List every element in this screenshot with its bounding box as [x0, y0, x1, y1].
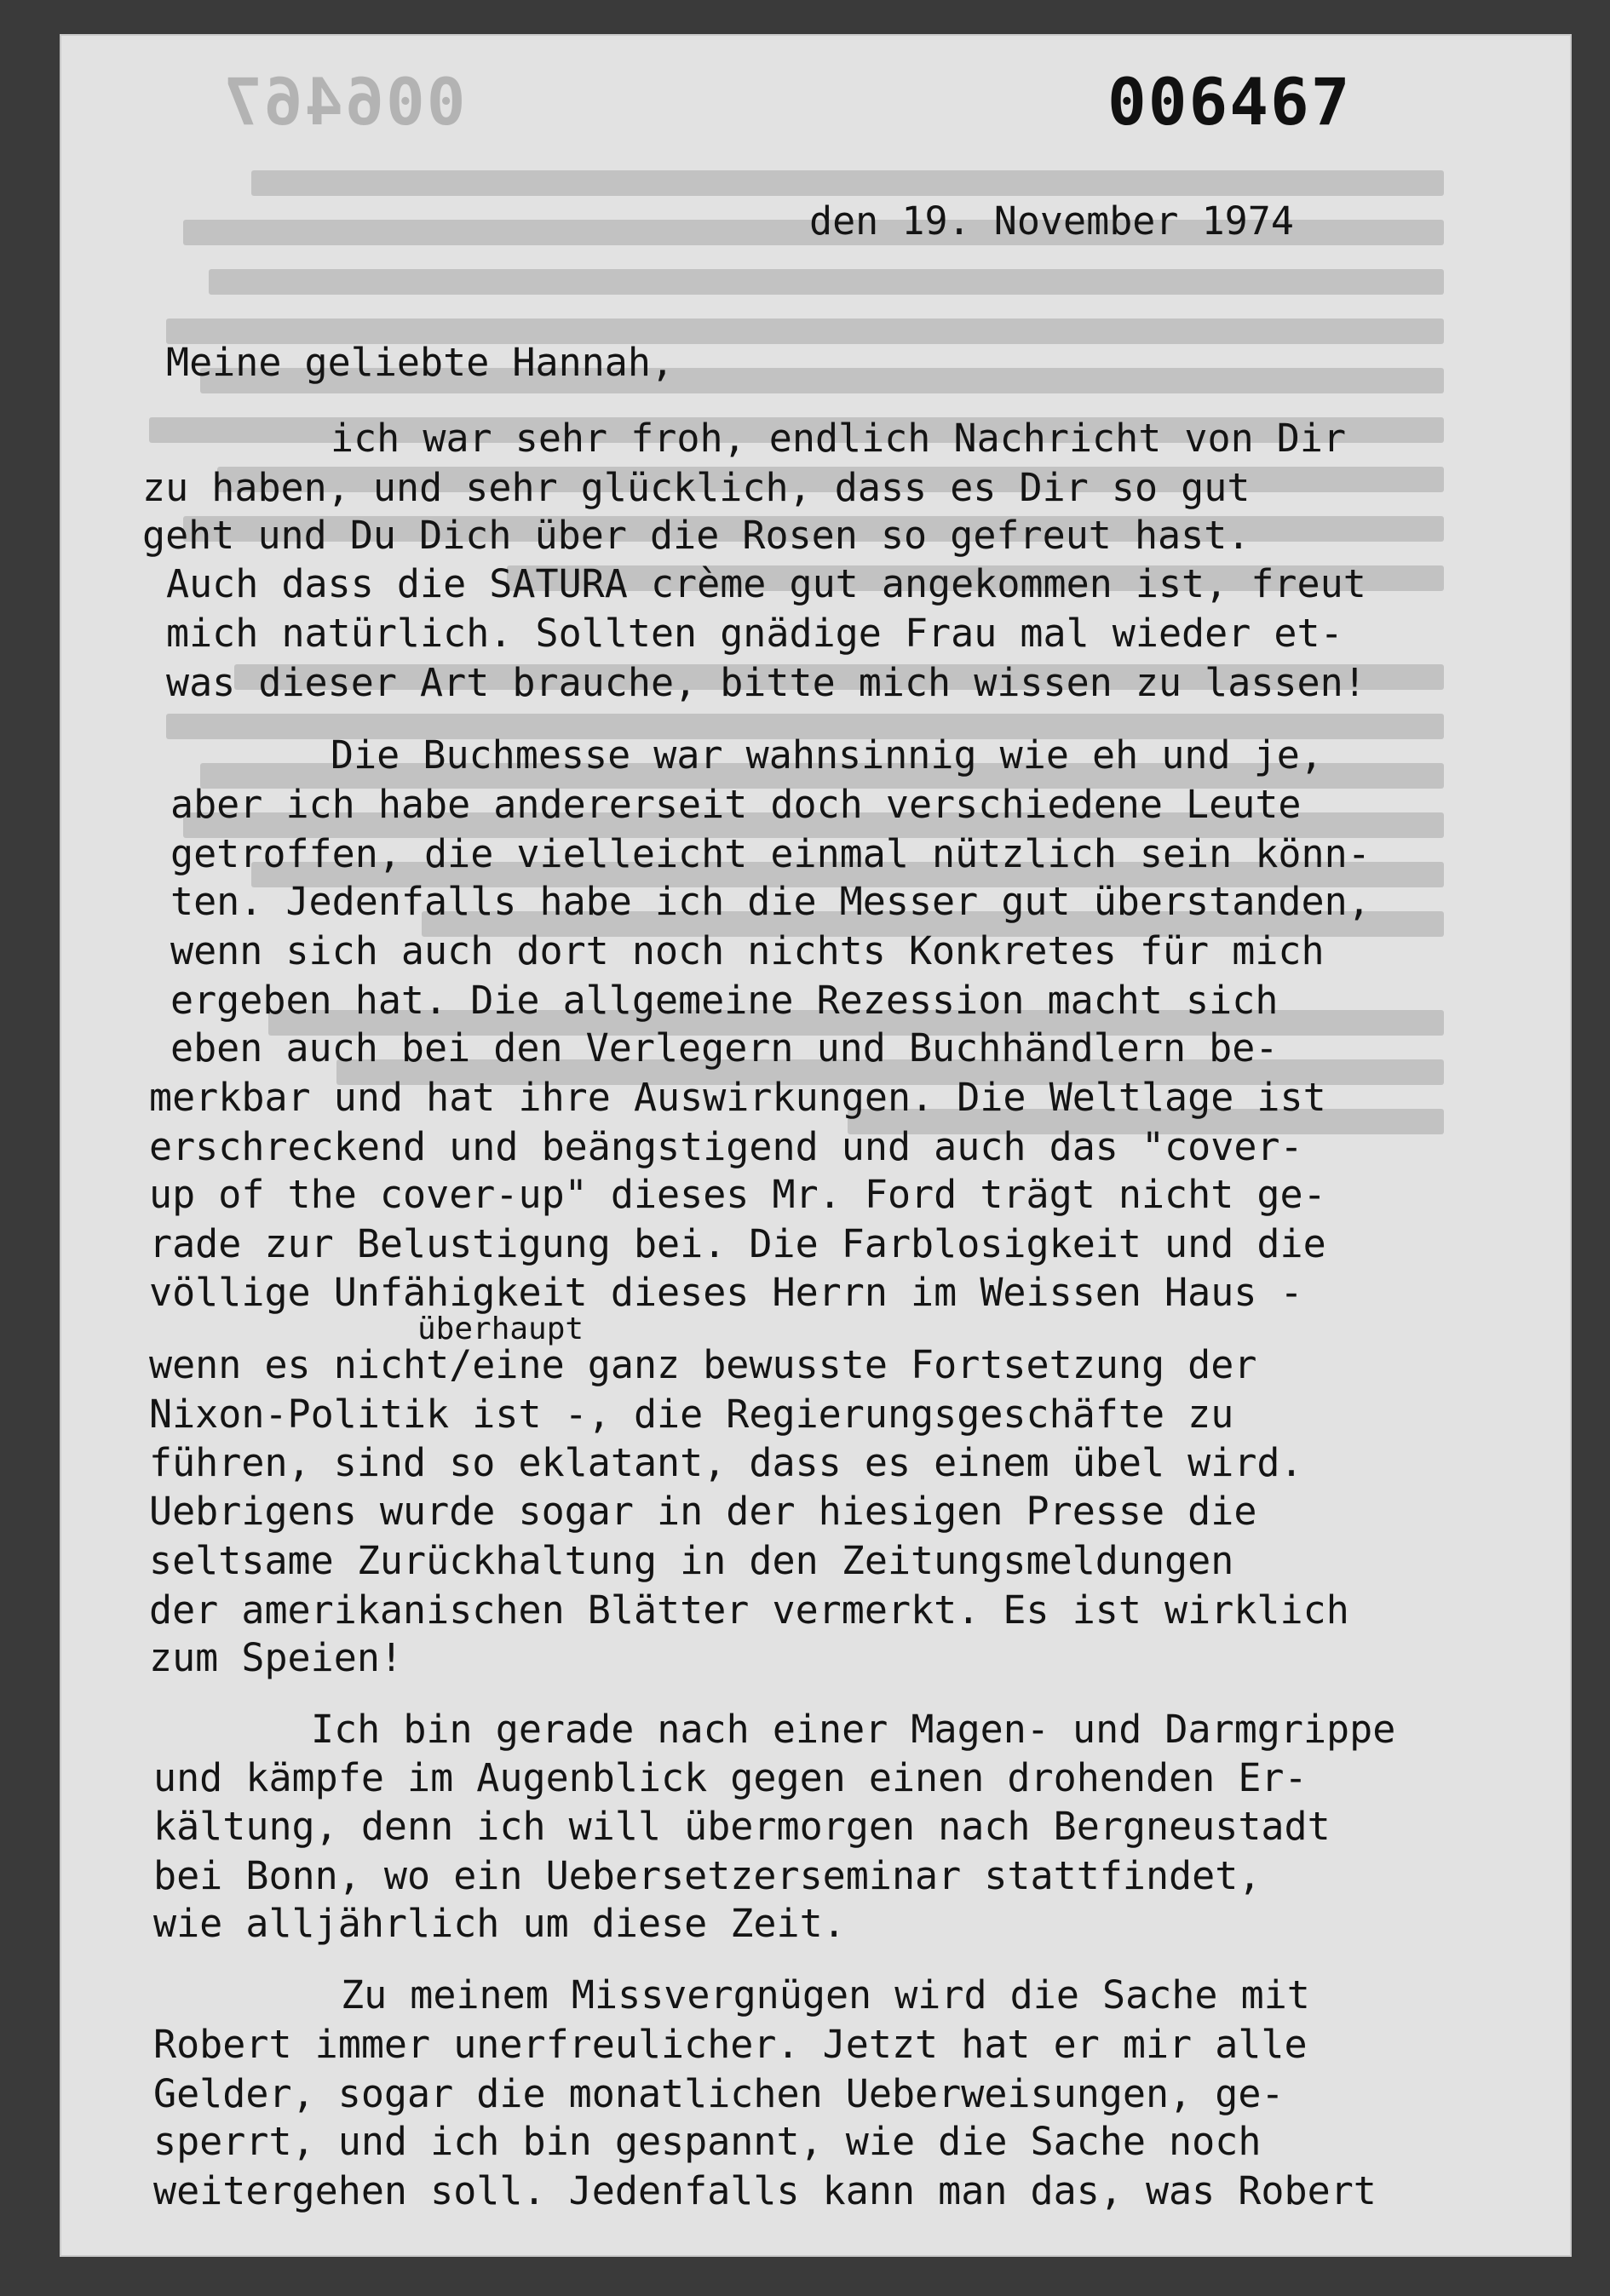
letter-line: wie alljährlich um diese Zeit.	[153, 1901, 846, 1946]
letter-line: Zu meinem Missvergnügen wird die Sache mit	[341, 1972, 1310, 2018]
letter-line: ten. Jedenfalls habe ich die Messer gut überstanden,	[170, 879, 1371, 924]
document-number: 006467	[1107, 64, 1352, 140]
letter-line: Auch dass die SATURA crème gut angekommen ist, freut	[166, 561, 1366, 606]
letter-line: seltsame Zurückhaltung in den Zeitungsmeldungen	[149, 1538, 1234, 1583]
letter-line: merkbar und hat ihre Auswirkungen. Die Weltlage ist	[149, 1075, 1326, 1120]
letter-line: wenn sich auch dort noch nichts Konkretes für mich	[170, 928, 1325, 973]
letter-line: ich war sehr froh, endlich Nachricht von Dir	[331, 416, 1347, 461]
letter-page	[60, 34, 1572, 2257]
letter-line: führen, sind so eklatant, dass es einem übel wird.	[149, 1440, 1303, 1485]
letter-line: Die Buchmesse war wahnsinnig wie eh und je,	[331, 732, 1323, 778]
typed-insertion: überhaupt	[417, 1312, 584, 1346]
letter-line: erschreckend und beängstigend und auch das "cover-	[149, 1124, 1303, 1169]
letter-line: mich natürlich. Sollten gnädige Frau mal wieder et-	[166, 611, 1343, 656]
letter-line: was dieser Art brauche, bitte mich wissen zu lassen!	[166, 660, 1366, 705]
letter-line: geht und Du Dich über die Rosen so gefreut hast.	[142, 513, 1251, 558]
letter-line: bei Bonn, wo ein Uebersetzerseminar stattfindet,	[153, 1853, 1262, 1898]
letter-line: sperrt, und ich bin gespannt, wie die Sache noch	[153, 2119, 1262, 2164]
letter-line: zum Speien!	[149, 1635, 404, 1680]
letter-line: wenn es nicht/eine ganz bewusste Fortsetzung der	[149, 1342, 1257, 1387]
letter-line: ergeben hat. Die allgemeine Rezession macht sich	[170, 978, 1279, 1023]
letter-line: rade zur Belustigung bei. Die Farblosigkeit und die	[149, 1221, 1326, 1266]
letter-line: völlige Unfähigkeit dieses Herrn im Weissen Haus -	[149, 1270, 1303, 1315]
letter-line: eben auch bei den Verlegern und Buchhändlern be-	[170, 1025, 1279, 1071]
letter-line: der amerikanischen Blätter vermerkt. Es ist wirklich	[149, 1587, 1349, 1633]
letter-line: weitergehen soll. Jedenfalls kann man das, was Robert	[153, 2168, 1377, 2213]
letter-line: Robert immer unerfreulicher. Jetzt hat er mir alle	[153, 2022, 1308, 2067]
salutation: Meine geliebte Hannah,	[166, 340, 675, 385]
letter-line: aber ich habe andererseit doch verschiedene Leute	[170, 782, 1302, 827]
letter-line: up of the cover-up" dieses Mr. Ford trägt nicht ge-	[149, 1172, 1326, 1217]
letter-line: getroffen, die vielleicht einmal nützlich sein könn-	[170, 831, 1371, 876]
mirrored-document-number: 006467	[221, 64, 466, 140]
letter-line: Gelder, sogar die monatlichen Ueberweisungen, ge-	[153, 2071, 1285, 2116]
letter-line: kältung, denn ich will übermorgen nach Bergneustadt	[153, 1804, 1331, 1849]
letter-line: Nixon-Politik ist -, die Regierungsgeschäfte zu	[149, 1392, 1234, 1437]
letter-line: Ich bin gerade nach einer Magen- und Darmgrippe	[311, 1707, 1396, 1752]
letter-line: zu haben, und sehr glücklich, dass es Dir so gut	[142, 465, 1251, 510]
letter-line: und kämpfe im Augenblick gegen einen drohenden Er-	[153, 1755, 1308, 1800]
letter-date: den 19. November 1974	[809, 198, 1294, 244]
letter-line: Uebrigens wurde sogar in der hiesigen Presse die	[149, 1489, 1257, 1534]
